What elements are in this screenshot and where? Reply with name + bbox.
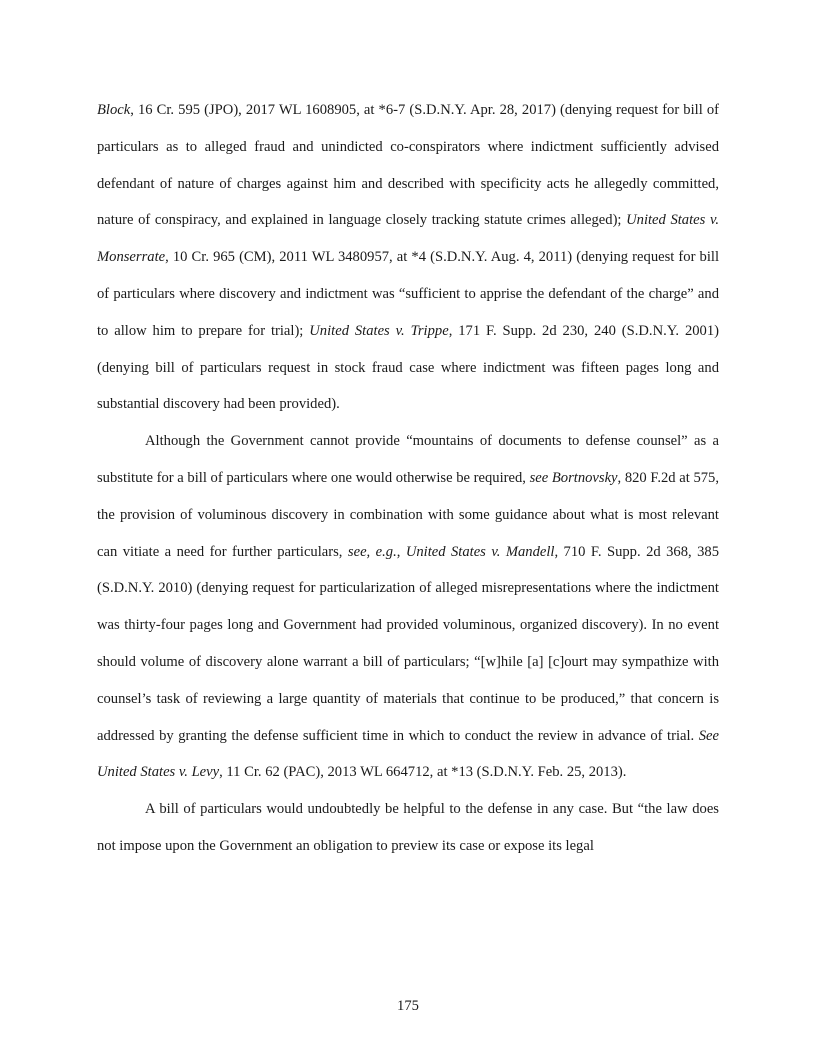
paragraph-text: , 710 F. Supp. 2d 368, 385 (S.D.N.Y. 2010) (denying request for particularization of alleged misrepresentations where the indictment was thirty-four pages long and Government had provided voluminous, organized discovery). In no event should volume of discovery alone warrant a bill of particulars; “[w]hile [a] [c]ourt may sympathize with counsel’s task of reviewing a large quantity of materials that continue to be produced,” that concern is addressed by granting the defense sufficient time in which to conduct the review in advance of trial. xyxy=(97,543,719,744)
paragraph-2 xyxy=(97,423,719,791)
citation-italic-text: see Bortnovsky xyxy=(529,469,618,486)
paragraph-3 xyxy=(97,791,719,865)
citation-italic-text: United States v. Mandell xyxy=(405,543,555,560)
paragraph-text: Although the Government cannot provide “mountains of documents to defense counsel” as a substitute for a bill of particulars where one would otherwise be required, xyxy=(97,433,719,486)
paragraph-text: , xyxy=(396,543,406,560)
citation-italic-text: Block xyxy=(97,102,131,118)
body-text xyxy=(97,92,719,865)
citation-italic-text: See United States v. Levy xyxy=(97,727,719,781)
paragraph-text: , 10 Cr. 965 (CM), 2011 WL 3480957, at *4 (S.D.N.Y. Aug. 4, 2011) (denying request for bill of particulars where discovery and indictment was “sufficient to apprise the defendant of the charge” and to allow him to prepare for trial); xyxy=(97,249,719,339)
paragraph-text: , 820 F.2d at 575, the provision of voluminous discovery in combination with some guidance about what is most relevant can vitiate a need for further particulars, xyxy=(97,469,719,560)
paragraph-text: , 16 Cr. 595 (JPO), 2017 WL 1608905, at *6-7 (S.D.N.Y. Apr. 28, 2017) (denying request for bill of particulars as to alleged fraud and unindicted co-conspirators where indictment sufficiently advised defendant of nature of charges against him and described with specificity acts he allegedly committed, nature of conspiracy, and explained in language closely tracking statute crimes alleged); xyxy=(97,102,719,229)
page-number: 175 xyxy=(397,998,419,1014)
citation-italic-text: see, e.g. xyxy=(347,543,397,560)
paragraph-text: A bill of particulars would undoubtedly be helpful to the defense in any case. But “the law does not impose upon the Government an obligation to preview its case or expose its legal xyxy=(97,801,719,854)
paragraph-text: , 171 F. Supp. 2d 230, 240 (S.D.N.Y. 2001) (denying bill of particulars request in stock fraud case where indictment was fifteen pages long and substantial discovery had been provided). xyxy=(97,322,719,413)
paragraph-text: , 11 Cr. 62 (PAC), 2013 WL 664712, at *13 (S.D.N.Y. Feb. 25, 2013). xyxy=(219,764,627,781)
citation-italic-text: United States v. Trippe xyxy=(309,322,449,339)
citation-italic-text: United States v. Monserrate xyxy=(97,212,719,266)
paragraph-1 xyxy=(97,92,719,423)
